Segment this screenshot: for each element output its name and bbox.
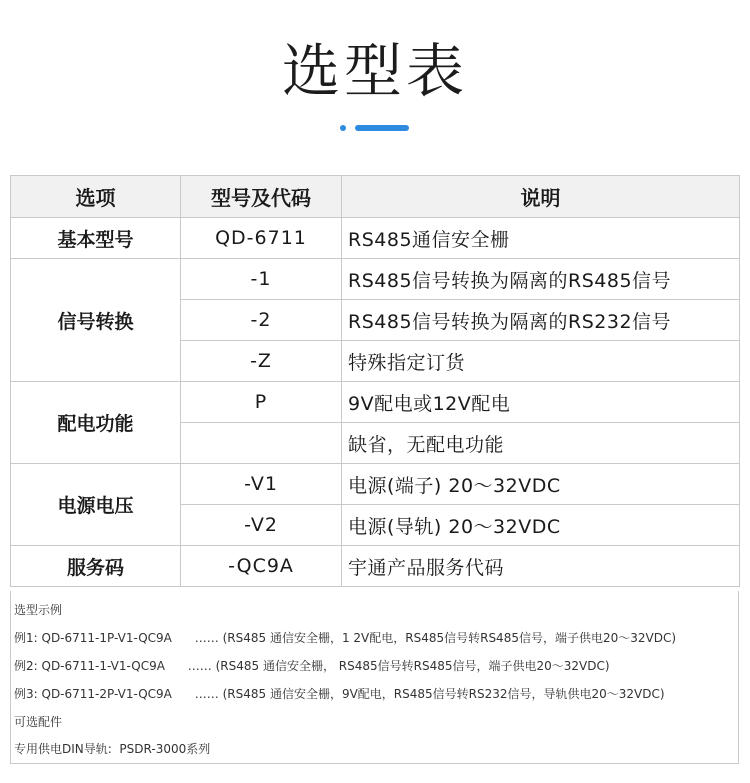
header-description: 说明 [342,176,740,218]
description-cell: 特殊指定订货 [342,341,740,382]
description-cell: 缺省，无配电功能 [342,423,740,464]
code-cell: -2 [181,300,342,341]
example-line: 例3: QD-6711-2P-V1-QC9A …… (RS485 通信安全栅，9V配电，RS485信号转RS232信号，导轨供电20～32VDC) [14,687,665,701]
table-row [11,546,740,587]
code-cell: -V2 [181,505,342,546]
group-signal-conversion: 信号转换 [11,259,181,382]
code-cell [181,423,342,464]
accessories-heading: 可选配件 [14,715,63,729]
header-model-code: 型号及代码 [181,176,342,218]
description-cell: RS485通信安全栅 [342,218,740,259]
code-cell: -QC9A [181,546,342,587]
header-option: 选项 [11,176,181,218]
description-cell: 电源(端子) 20～32VDC [342,464,740,505]
example-line: 例2: QD-6711-1-V1-QC9A …… (RS485 通信安全栅， RS485信号转RS485信号，端子供电20～32VDC) [14,659,610,673]
description-cell: RS485信号转换为隔离的RS485信号 [342,259,740,300]
table-row [11,218,740,259]
title-decoration [0,123,750,133]
description-cell: RS485信号转换为隔离的RS232信号 [342,300,740,341]
description-cell: 电源(导轨) 20～32VDC [342,505,740,546]
code-cell: QD-6711 [181,218,342,259]
example-line: 例1: QD-6711-1P-V1-QC9A …… (RS485 通信安全栅，1 2V配电，RS485信号转RS485信号，端子供电20～32VDC) [14,631,677,645]
code-cell: -V1 [181,464,342,505]
group-service-code: 服务码 [11,546,181,587]
code-cell: P [181,382,342,423]
code-cell: -1 [181,259,342,300]
page-title: 选型表 [281,37,468,105]
group-base-model: 基本型号 [11,218,181,259]
table-row [11,382,740,423]
group-power-distribution: 配电功能 [11,382,181,464]
examples-heading: 选型示例 [14,603,63,617]
table-header-row [11,176,740,218]
selection-examples [10,591,739,764]
description-cell: 9V配电或12V配电 [342,382,740,423]
description-cell: 宇通产品服务代码 [342,546,740,587]
table-row [11,464,740,505]
decoration-bar [355,125,409,131]
table-row [11,259,740,300]
decoration-dot [340,125,346,131]
selection-table [10,175,740,587]
accessories-line: 专用供电DIN导轨: PSDR-3000系列 [14,742,211,756]
group-supply-voltage: 电源电压 [11,464,181,546]
code-cell: -Z [181,341,342,382]
